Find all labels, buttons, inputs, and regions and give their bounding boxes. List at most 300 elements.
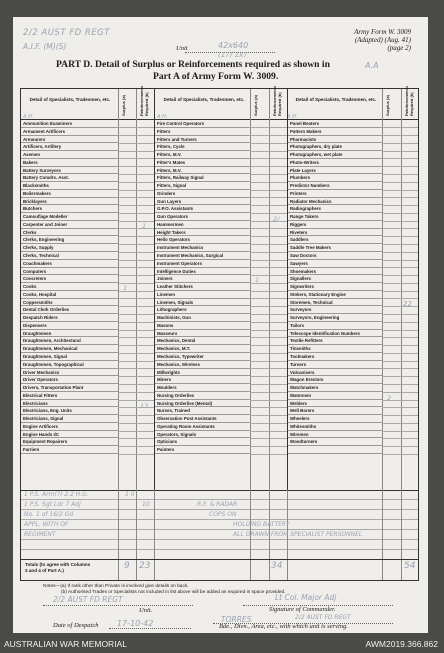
number-row-rule	[250, 423, 287, 424]
despatch-date-handwriting: 17-10-42	[117, 619, 154, 628]
number-row-rule	[118, 143, 154, 144]
number-row-rule	[118, 322, 154, 323]
totals-label	[25, 562, 90, 574]
number-row-rule	[118, 454, 154, 455]
number-row-rule	[382, 228, 418, 229]
specialist-row: Telescope Identification Numbers	[288, 330, 382, 338]
remarks-line-3	[21, 519, 418, 520]
part-heading-line-2: Part A of Army Form W. 3009.	[153, 71, 279, 82]
remark-1-num: 1 0	[125, 491, 135, 498]
specialist-row: Nursing Orderlies	[155, 392, 250, 400]
number-row-rule	[118, 330, 154, 331]
number-row-rule	[382, 244, 418, 245]
specialist-row: Draughtsmen	[21, 330, 118, 338]
number-row-rule	[250, 454, 287, 455]
number-row-rule	[118, 376, 154, 377]
specialist-row: Armament Artificers	[21, 128, 118, 136]
number-row-rule	[250, 190, 287, 191]
specialist-row: Masseurs	[155, 330, 250, 338]
number-row-rule	[250, 260, 287, 261]
remarks-divider-1	[154, 490, 155, 580]
specialist-row: Photographers, wet plate	[288, 151, 382, 159]
number-row-rule	[118, 252, 154, 253]
specialist-row: Bakers	[21, 159, 118, 167]
sub-numbers-handwriting: (17) 1x7	[218, 51, 248, 59]
specialist-row: Fire Control Operators	[155, 120, 250, 128]
specialist-row: Machinists, Gun	[155, 314, 250, 322]
number-row-rule	[382, 384, 418, 385]
commander-unit-hw: 2/2 AUST FD REGT	[295, 614, 351, 621]
specialist-row: Draughtsmen, Topographical	[21, 361, 118, 369]
number-row-rule	[382, 275, 418, 276]
number-row-rule	[382, 392, 418, 393]
number-row-rule	[382, 322, 418, 323]
specialist-row: Fitters, M.V.	[155, 167, 250, 175]
specialist-row: Axemen	[21, 151, 118, 159]
number-row-rule	[250, 174, 287, 175]
number-row-rule	[118, 298, 154, 299]
number-row-rule	[250, 384, 287, 385]
specialist-row: Electricians, Signal	[21, 415, 118, 423]
specialist-row: Welders	[288, 400, 382, 408]
remark-m3: HOLDING BATTERY	[233, 521, 290, 528]
specialist-row: Watchmakers	[288, 384, 382, 392]
number-row-rule	[250, 213, 287, 214]
number-row-rule	[382, 158, 418, 159]
specialist-row: Despatch Riders	[21, 314, 118, 322]
specialist-row: Camouflage Modeller	[21, 213, 118, 221]
remark-m2: COPS ON	[209, 511, 237, 518]
specialist-row: Coppersmiths	[21, 299, 118, 307]
col1-surplus-header: Surplus (a)	[121, 95, 126, 116]
col3-surplus-header: Surplus (a)	[385, 95, 390, 116]
specialist-row: Saddle Tree Makers	[288, 244, 382, 252]
number-row-rule	[250, 314, 287, 315]
col2-reinf-header: Reinforcements Required (b)	[272, 85, 282, 116]
number-row-rule	[118, 127, 154, 128]
specialist-row: Blacksmiths	[21, 182, 118, 190]
specialist-row: Millwrights	[155, 369, 250, 377]
number-row-rule	[250, 236, 287, 237]
specialist-row: Printers	[288, 190, 382, 198]
number-row-rule	[382, 166, 418, 167]
specialist-row: Farriers	[21, 446, 118, 454]
form-page-label: (page 2)	[387, 44, 411, 52]
number-row-rule	[250, 267, 287, 268]
specialist-row: Engine Artificers	[21, 423, 118, 431]
number-row-rule	[118, 407, 154, 408]
remark-2-num: 10	[142, 501, 150, 508]
specialist-row: Battery Surveyors	[21, 167, 118, 175]
specialist-row: Equipment Repairers	[21, 438, 118, 446]
total-right: 54	[404, 561, 416, 571]
number-row-rule	[250, 337, 287, 338]
col3-header: Detail of Specialists, Tradesmen, etc.	[295, 97, 377, 102]
footer-accession: AWM2019.366.862	[365, 639, 438, 649]
number-row-rule	[250, 306, 287, 307]
number-row-rule	[382, 174, 418, 175]
specialist-row: Operators, Signals	[155, 431, 250, 439]
specialist-row: Saw Doctors	[288, 252, 382, 260]
number-row-rule	[118, 197, 154, 198]
specialist-row: Wiremen	[288, 431, 382, 439]
col1-header: Detail of Specialists, Tradesmen, etc.	[29, 97, 111, 102]
specialist-row: Artificers, Artillery	[21, 143, 118, 151]
number-row-rule	[382, 361, 418, 362]
unit-sign-label: Unit.	[139, 607, 153, 614]
number-row-rule	[382, 454, 418, 455]
specialist-row: Surveyors	[288, 306, 382, 314]
specialist-row: Miners	[155, 376, 250, 384]
specialist-row: Riveters	[288, 229, 382, 237]
specialist-row: Plate Layers	[288, 167, 382, 175]
despatch-date-label: Date of Despatch	[53, 622, 99, 629]
archive-footer	[0, 636, 444, 653]
specialist-row: Nursing Orderlies (Mental)	[155, 400, 250, 408]
number-row-rule	[250, 143, 287, 144]
remarks-line-1	[21, 499, 418, 500]
specialist-row: G.P.O. Assistants	[155, 205, 250, 213]
number-row-rule	[382, 213, 418, 214]
remarks-line-4	[21, 529, 418, 530]
specialist-row: Draughtsmen, Architectural	[21, 337, 118, 345]
bde-handwriting: TORRES	[221, 615, 252, 624]
number-row-rule	[118, 314, 154, 315]
specialist-row: Textile Refitters	[288, 337, 382, 345]
unit-numbers-handwriting: 42x640	[218, 41, 249, 50]
number-row-rule	[250, 392, 287, 393]
number-row-rule	[118, 236, 154, 237]
commander-signature: Lt Col. Major Adj	[275, 593, 337, 602]
number-row-rule	[382, 423, 418, 424]
number-row-rule	[382, 267, 418, 268]
specialist-row: Driver Mechanics	[21, 369, 118, 377]
specialist-row: Draughtsmen, Mechanical	[21, 345, 118, 353]
specialist-row: Saddlers	[288, 236, 382, 244]
despatch-date-line	[109, 628, 191, 629]
number-row-rule	[118, 267, 154, 268]
number-row-rule	[250, 345, 287, 346]
entry-cooks-surplus: 1	[123, 284, 128, 292]
specialist-row: Mechanics, M.T.	[155, 345, 250, 353]
number-row-rule	[382, 415, 418, 416]
commander-sign-label: Signature of Commander.	[269, 606, 336, 613]
specialist-row: Sawyers	[288, 260, 382, 268]
bde-label: Bde., Divn., Area, etc., with which unit is serving.	[219, 623, 348, 630]
specialist-row: Instrument Mechanics	[155, 244, 250, 252]
specialist-row: Hammermen	[155, 221, 250, 229]
number-row-rule	[382, 252, 418, 253]
specialist-row: Gun Layers	[155, 198, 250, 206]
specialist-row: Vulcanisers	[288, 369, 382, 377]
specialist-row: Photographers, dry plate	[288, 143, 382, 151]
remark-5: REGIMENT	[24, 531, 56, 538]
remarks-line-6	[21, 549, 418, 550]
col1-mark: A.H.	[23, 114, 34, 120]
col2-surplus-header: Surplus (a)	[253, 95, 258, 116]
number-row-rule	[382, 345, 418, 346]
number-row-rule	[250, 400, 287, 401]
specialist-row: Fitters and Turners	[155, 136, 250, 144]
specialist-row: Clerks, Engineering	[21, 236, 118, 244]
number-row-rule	[118, 260, 154, 261]
number-row-rule	[118, 306, 154, 307]
unit-signature-handwriting: 2/2 AUST FD REGT	[53, 595, 123, 604]
specialist-row: Tailors	[288, 322, 382, 330]
number-row-rule	[118, 400, 154, 401]
specialist-row: Butchers	[21, 205, 118, 213]
specialist-row: Woodturners	[288, 438, 382, 446]
entry-signallers-reinf: 22	[403, 300, 412, 308]
number-row-rule	[118, 337, 154, 338]
specialist-row: Plumbers	[288, 174, 382, 182]
number-row-rule	[250, 438, 287, 439]
note-1: Notes—(a) If rank other than Private is involved give details on back.	[43, 584, 189, 589]
specialist-row: Mechanics, Wireless	[155, 361, 250, 369]
number-row-rule	[250, 376, 287, 377]
number-row-rule	[382, 306, 418, 307]
remarks-reinf-line	[136, 490, 137, 580]
specialist-row: Battery Comdrs. Asst.	[21, 174, 118, 182]
specialist-row: Fitters, M.V.	[155, 151, 250, 159]
specialist-row: Observation Post Assistants	[155, 415, 250, 423]
remarks-divider-6	[401, 490, 402, 580]
form-page	[13, 17, 428, 633]
remark-4: APPL. WITH OF	[24, 521, 69, 528]
specialist-row: Fitters, Signal	[155, 182, 250, 190]
number-row-rule	[382, 298, 418, 299]
remarks-divider-5	[382, 490, 383, 580]
specialist-row: Range Takers	[288, 213, 382, 221]
number-row-rule	[118, 353, 154, 354]
col2-mark: A.H.	[157, 114, 168, 120]
specialist-row: Boilermakers	[21, 190, 118, 198]
number-row-rule	[118, 221, 154, 222]
totals-label-line-1: Totals (to agree with Columns	[25, 562, 91, 567]
unit-handwriting: 2/2 AUST FD REGT	[23, 28, 110, 38]
specialist-row: Mechanics, Dental	[155, 337, 250, 345]
form-number: Army Form W. 3009	[354, 28, 411, 36]
number-row-rule	[250, 127, 287, 128]
number-row-rule	[118, 190, 154, 191]
specialist-row: Computers	[21, 268, 118, 276]
specialist-row: Helio Operators	[155, 236, 250, 244]
number-row-rule	[250, 182, 287, 183]
specialist-row: Riggers	[288, 221, 382, 229]
number-row-rule	[382, 446, 418, 447]
specialist-row: Panel Beaters	[288, 120, 382, 128]
specialist-row: Fitters	[155, 128, 250, 136]
number-row-rule	[250, 252, 287, 253]
specialists-list-2	[155, 120, 250, 454]
specialist-row: Tinsmiths	[288, 345, 382, 353]
specialist-row: Electricians	[21, 400, 118, 408]
specialist-row: Intelligence Duties	[155, 268, 250, 276]
form-adapted: (Adapted) (Aug. 41)	[354, 36, 411, 44]
remark-m4: ALL DRAWN FROM SPECIALIST PERSONNEL	[233, 531, 363, 538]
number-row-rule	[118, 228, 154, 229]
specialist-row: Lithographers	[155, 306, 250, 314]
entry-driver-mechanics-reinf: 13	[140, 402, 149, 410]
number-row-rule	[382, 127, 418, 128]
number-row-rule	[382, 143, 418, 144]
entry-bricklayers-reinf: 1	[142, 222, 147, 230]
specialist-row: Whitesmiths	[288, 423, 382, 431]
number-row-rule	[382, 368, 418, 369]
number-row-rule	[250, 431, 287, 432]
number-row-rule	[118, 158, 154, 159]
remarks-line-2	[21, 509, 418, 510]
specialist-row: Drivers, Transportation Plant	[21, 384, 118, 392]
specialist-row: Driver Operators	[21, 376, 118, 384]
specialist-row: Toolmakers	[288, 353, 382, 361]
specialist-row: Pharmacists	[288, 136, 382, 144]
specialists-list-3	[288, 120, 382, 454]
specialist-row: Dispensers	[21, 322, 118, 330]
entry-gun-layers-reinf: 2/	[273, 215, 280, 223]
specialist-row: Shoemakers	[288, 268, 382, 276]
specialist-row: Well Borers	[288, 407, 382, 415]
specialist-row: Wagon Erectors	[288, 376, 382, 384]
number-row-rule	[250, 361, 287, 362]
specialist-row: Electricians, Eng. Units	[21, 407, 118, 415]
specialist-row: Pattern Makers	[288, 128, 382, 136]
specialist-row: Fitters, Railway Signal	[155, 174, 250, 182]
specialist-row: Cooks, Hospital	[21, 291, 118, 299]
specialist-row: Clerks, Technical	[21, 252, 118, 260]
specialists-list-1	[21, 120, 118, 454]
number-row-rule	[382, 205, 418, 206]
col3-reinf-header: Reinforcements Required (b)	[404, 85, 414, 116]
specialist-row: Masons	[155, 322, 250, 330]
number-row-rule	[250, 228, 287, 229]
number-row-rule	[118, 361, 154, 362]
number-row-rule	[382, 407, 418, 408]
number-row-rule	[382, 135, 418, 136]
specialist-row: Nurses, Trained	[155, 407, 250, 415]
number-row-rule	[250, 353, 287, 354]
number-row-rule	[118, 384, 154, 385]
total-middle: 34	[271, 561, 283, 571]
specialist-row: Ammunition Examiners	[21, 120, 118, 128]
number-row-rule	[250, 368, 287, 369]
number-row-rule	[250, 135, 287, 136]
specialist-row: Signallers	[288, 275, 382, 283]
specialist-row: Height Takers	[155, 229, 250, 237]
specialist-row: Photo-Writers	[288, 159, 382, 167]
specialist-row: Linemen, Signals	[155, 299, 250, 307]
entry-vulcanisers-surplus: 2	[387, 394, 392, 402]
specialist-row: Electrical Fitters	[21, 392, 118, 400]
entry-joiners-surplus: 1	[255, 276, 260, 284]
specialist-row: Mechanics, Typewriter	[155, 353, 250, 361]
number-row-rule	[118, 438, 154, 439]
number-row-rule	[250, 244, 287, 245]
number-row-rule	[118, 244, 154, 245]
specialist-row: Wheelers	[288, 415, 382, 423]
number-row-rule	[118, 213, 154, 214]
specialist-row: Fitters, Cycle	[155, 143, 250, 151]
number-row-rule	[118, 345, 154, 346]
number-row-rule	[250, 221, 287, 222]
specialist-row: Storemen, Technical	[288, 299, 382, 307]
specialist-row: Gun Operators	[155, 213, 250, 221]
number-row-rule	[382, 438, 418, 439]
number-row-rule	[382, 431, 418, 432]
footer-institution: AUSTRALIAN WAR MEMORIAL	[4, 639, 127, 649]
number-row-rule	[382, 197, 418, 198]
specialist-row: Predictor Numbers	[288, 182, 382, 190]
number-row-rule	[118, 392, 154, 393]
total-reinf: 23	[139, 561, 151, 571]
number-row-rule	[250, 407, 287, 408]
number-row-rule	[250, 322, 287, 323]
number-row-rule	[118, 135, 154, 136]
specialist-row: Clerks	[21, 229, 118, 237]
specialist-row: Leather Stitchers	[155, 283, 250, 291]
specialist-row: Engine Hands I/C	[21, 431, 118, 439]
remark-2: 1 P.S. Sgt Ldr 7 Adj	[24, 501, 81, 508]
number-row-rule	[250, 197, 287, 198]
total-surplus: 9	[124, 561, 130, 571]
number-row-rule	[382, 221, 418, 222]
specialist-row: Grinders	[155, 190, 250, 198]
number-row-rule	[118, 166, 154, 167]
specialist-row: Cooks	[21, 283, 118, 291]
number-row-rule	[382, 283, 418, 284]
number-row-rule	[382, 337, 418, 338]
form-number-block	[354, 28, 411, 52]
remark-3: No. 1 of 16/2 Gd	[24, 511, 74, 518]
specialist-row: Opticians	[155, 438, 250, 446]
specialist-row: Carpenter and Joiner	[21, 221, 118, 229]
number-row-rule	[118, 423, 154, 424]
note-2: (b) Authorised Trades or Specialists not included in list above will be added as required in space provided.	[61, 590, 286, 595]
specialist-row: Watermen	[288, 392, 382, 400]
specialist-row: Clerks, Supply	[21, 244, 118, 252]
number-row-rule	[250, 291, 287, 292]
specialist-row: Instrument Mechanics, Surgical	[155, 252, 250, 260]
totals-top-line	[21, 559, 418, 560]
remarks-line-5	[21, 539, 418, 540]
specialist-row: Linemen	[155, 291, 250, 299]
unit-sign-line	[43, 605, 193, 606]
specialist-row: Instrument Operators	[155, 260, 250, 268]
specialists-table	[20, 85, 419, 581]
number-row-rule	[250, 158, 287, 159]
specialist-row: Coachmakers	[21, 260, 118, 268]
number-row-rule	[250, 415, 287, 416]
number-row-rule	[118, 446, 154, 447]
specialist-row: Painters	[155, 446, 250, 454]
number-row-rule	[382, 236, 418, 237]
specialist-row: Moulders	[155, 384, 250, 392]
specialist-row: Signwriters	[288, 283, 382, 291]
number-row-rule	[382, 353, 418, 354]
number-row-rule	[250, 298, 287, 299]
specialist-row	[288, 446, 382, 454]
sub-handwriting: A.I.F. (M)(S)	[23, 42, 67, 51]
specialist-row: Fitter's Mates	[155, 159, 250, 167]
specialist-row: Armourers	[21, 136, 118, 144]
number-row-rule	[250, 151, 287, 152]
specialist-row: Joiners	[155, 275, 250, 283]
number-row-rule	[118, 415, 154, 416]
number-row-rule	[382, 182, 418, 183]
specialist-row: Draughtsmen, Signal	[21, 353, 118, 361]
number-row-rule	[250, 166, 287, 167]
col3-mark: A.H.	[287, 114, 298, 120]
